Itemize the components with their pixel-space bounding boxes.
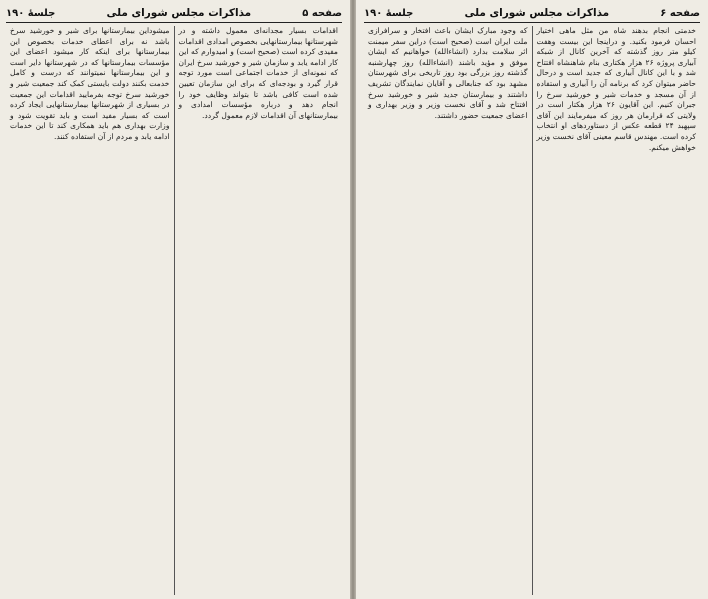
left-page-number: صفحه ۵ <box>302 7 342 19</box>
right-page-column-right-text: خدمتی انجام بدهند شاه من مثل ماهی اختیار احسان فرمود بکنید. و دراینجا این بیست وهفت کیلو متر روز گذشته که آخرین کانال از شبکه آبیاری پروژه ۲۶ هزار هکتاری بنام شاهنشاه افتتاح شد و با این کانال آبیاری که جدید است و درحال حاضر میتوان کرد که برنامه آن را آبیاری و استفاده از آن مسجد و خدمات شیر و خورشید سرخ را جبران کنیم. این آقایون ۲۶ هزار هکتار است در ولایتی که قرارمان هر روز که میفرمایند این آقای سپهبد ۲۴ قطعه عکس از دستاوردهای او انتخاب کرده است. مهندس قاسم معینی آقای نخست وزیر خواهش میکنم. <box>536 26 697 152</box>
left-page-session: جلسهٔ ۱۹۰ <box>6 7 56 19</box>
left-page-header <box>6 4 342 23</box>
right-page <box>356 0 708 599</box>
left-page-column-right <box>175 26 343 595</box>
right-page-column-right <box>533 26 701 595</box>
right-page-number: صفحه ۶ <box>660 7 700 19</box>
right-page-columns <box>364 26 700 595</box>
column-divider <box>174 26 175 595</box>
left-page <box>0 0 350 599</box>
left-page-column-left <box>6 26 174 595</box>
left-page-title: مذاکرات مجلس شورای ملی <box>106 7 252 19</box>
right-page-header <box>364 4 700 23</box>
left-page-column-left-text: میشوداین بیمارستانها برای شیر و خورشید سرخ باشد نه برای اعطای خدمات بخصوص این بیمارستانها برای اینکه کار میشود اعضای این مؤسسات بیمارستانها که در شهرستانها دایر است و این بیمارستانها نمیتوانند که درست و کامل خدمت بکنند دولت بایستی کمک کند جمعیت شیر و خورشید سرخ توجه بفرمایید اقدامات این جمعیت در بسیاری از شهرستانها بیمارستانهایی ایجاد کرده است که بسیار مفید است و باید تقویت شود و وزارت بهداری هم باید همکاری کند تا این خدمات ادامه یابد و مردم از آن استفاده کنند. <box>10 26 170 141</box>
left-page-columns <box>6 26 342 595</box>
right-page-column-left <box>364 26 532 595</box>
right-page-session: جلسهٔ ۱۹۰ <box>364 7 414 19</box>
right-page-column-left-text: که وجود مبارک ایشان باعث افتخار و سرافرازی ملت ایران است (صحیح است) دراین سفر میمنت اثر سلامت بدارد (انشاءالله) خواهانیم که ایشان موفق و مؤید باشند (انشاءالله) روز چهارشنبه گذشته روز بزرگی بود روز تاریخی برای شهرستان مشهد بود که جنابعالی و آقایان نمایندگان تشریف داشتند و بیمارستان جدید شیر و خورشید سرخ افتتاح شد و آقای نخست وزیر و وزیر بهداری و اعضای جمعیت حضور داشتند. <box>368 26 528 120</box>
left-page-column-right-text: اقدامات بسیار مجدانه‌ای معمول داشته و در شهرستانها بیمارستانهایی بخصوص امدادی اقدامات مفیدی کرده است (صحیح است) و امیدوارم که این کار ادامه یابد و سازمان شیر و خورشید سرخ ایران که نمونه‌ای از خدمات اجتماعی است مورد توجه قرار گیرد و بودجه‌ای که برای این سازمان تعیین شده است کافی باشد تا بتواند وظایف خود را انجام دهد و درباره مؤسسات امدادی و بیمارستانهای آن اقدامات لازم معمول گردد. <box>178 26 338 120</box>
right-page-title: مذاکرات مجلس شورای ملی <box>464 7 610 19</box>
column-divider <box>532 26 533 595</box>
